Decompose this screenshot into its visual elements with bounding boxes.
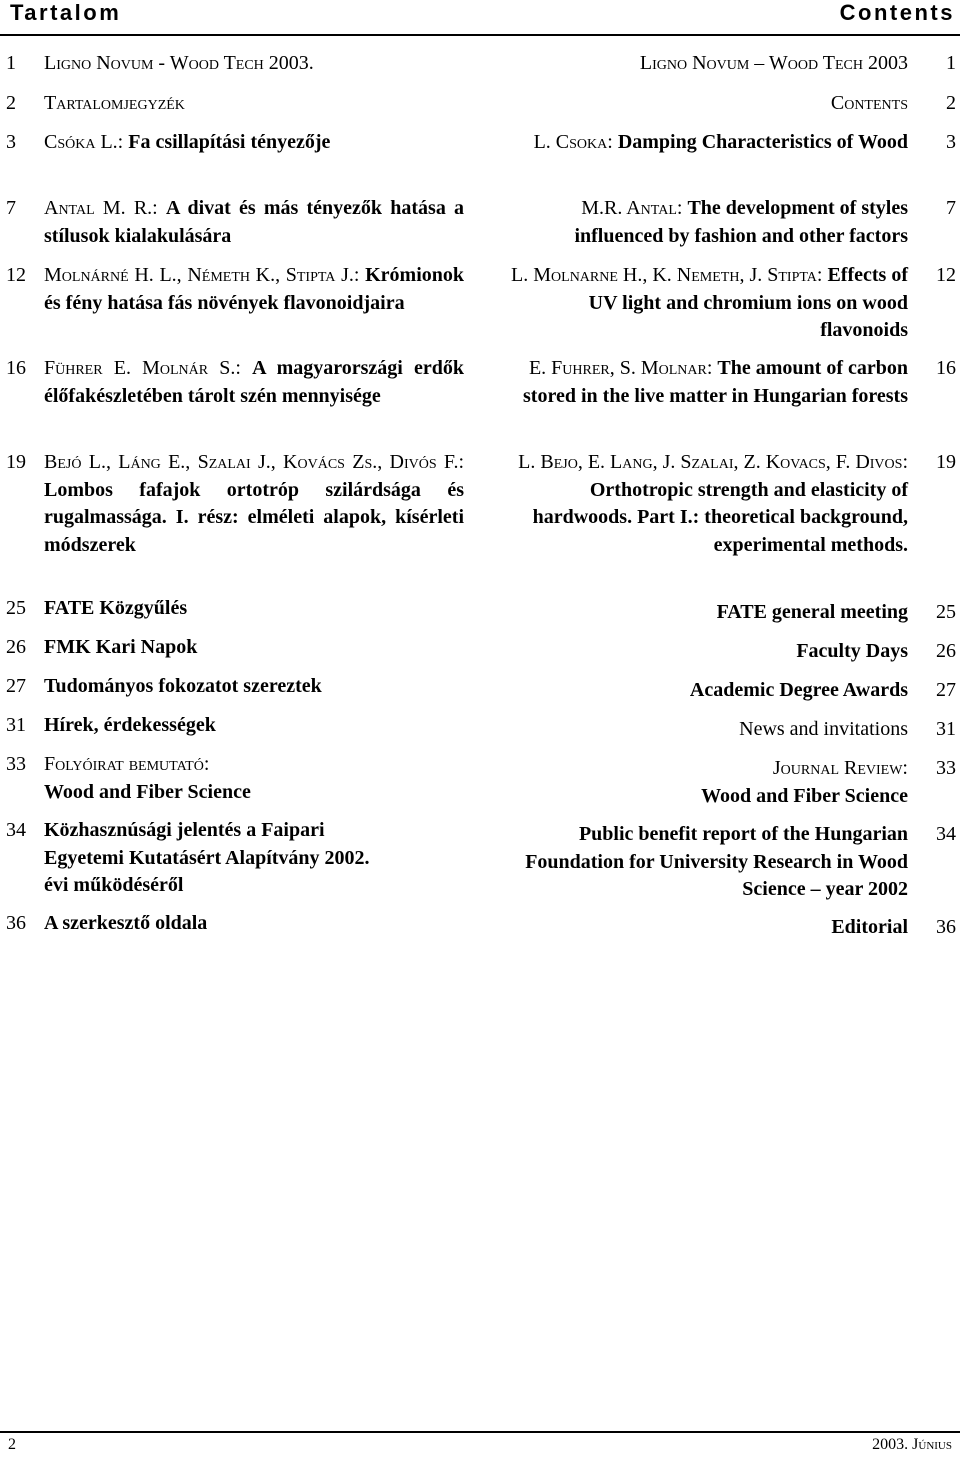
entry-en-title: FATE general meeting [716,601,908,623]
entry-en [500,821,908,904]
entry-hu-author: Molnárné H. L., Németh K., Stipta J.: [44,264,360,286]
entry-en-title: Academic Degree Awards [689,679,908,701]
entry-en [500,90,908,118]
entry-en-author: Journal Review: [772,757,908,779]
entry-hu-title: Krómionok és fény hatása fás növények flavonoidjaira [44,264,464,314]
page-number-hu: 25 [6,597,26,619]
entry-en [500,677,908,705]
entry-en [500,262,908,345]
entry-hu-title: FMK Kari Napok [44,636,198,658]
entry-en [500,914,908,942]
entry-en [500,716,908,744]
entry-hu [44,355,464,410]
entry-hu-title: Közhasznúsági jelentés a Faipari Egyetemi Kutatásért Alapítvány 2002. évi működéséről [44,819,370,896]
page-number-hu: 12 [6,264,26,286]
entry-en [500,638,908,666]
page-number-hu: 31 [6,714,26,736]
entry-hu-author: Tartalomjegyzék [44,92,185,114]
entry-en-title: Editorial [831,916,908,938]
entry-hu [44,751,344,806]
page-number-hu: 27 [6,675,26,697]
footer-page-number: 2 [8,1436,16,1453]
entry-en-author: L. Csoka: [533,131,613,153]
entry-hu-title: FATE Közgyűlés [44,597,188,619]
footer-issue: 2003. Június [872,1436,952,1453]
entry-hu [44,910,464,938]
page-number-hu: 26 [6,636,26,658]
entry-en [500,755,908,810]
entry-en-title: Wood and Fiber Science [701,784,908,807]
entry-en-author: E. Fuhrer, S. Molnar: [528,357,713,379]
entry-hu [44,90,464,118]
entry-en-title: Damping Characteristics of Wood [617,131,908,153]
entry-hu-author: Bejó L., Láng E., Szalai J., Kovács Zs., Divós F.: [44,451,464,473]
entry-hu-title: Hírek, érdekességek [44,714,216,736]
page-header [0,0,960,36]
page-number-en: 7 [946,197,956,219]
entry-hu-author: Ligno Novum - Wood Tech 2003. [44,52,314,74]
page-number-en: 19 [936,451,956,473]
page-number-hu: 19 [6,451,26,473]
entry-en [500,195,908,250]
entry-hu-title: Wood and Fiber Science [44,780,251,803]
entry-en-title: News and invitations [739,718,908,740]
entry-en-title: Orthotropic strength and elasticity of hardwoods. Part I.: theoretical background, experimental methods. [532,478,908,556]
entry-en-author: Ligno Novum – Wood Tech 2003 [639,52,908,74]
entry-hu [44,712,464,740]
entry-hu-title: A magyarországi erdők élőfakészletében tárolt szén mennyisége [44,357,465,407]
entry-hu-title: Fa csillapítási tényezője [128,131,331,153]
page-number-hu: 34 [6,819,26,841]
page-number-en: 27 [936,679,956,701]
page-number-en: 3 [946,131,956,153]
page-number-en: 2 [946,92,956,114]
title-english: Contents [839,0,955,25]
entry-hu [44,129,464,157]
entry-hu-author: Antal M. R.: [44,197,158,219]
page-number-en: 16 [936,357,956,379]
entry-hu-title: A szerkesztő oldala [44,912,208,934]
entry-hu [44,817,384,900]
entry-en-title: The amount of carbon stored in the live matter in Hungarian forests [523,357,908,407]
page-number-en: 34 [936,823,956,845]
entry-hu-author: Folyóirat bemutató: [44,753,210,775]
page-number-hu: 2 [6,92,16,114]
entry-en [500,355,908,410]
entry-hu [44,195,464,250]
entry-en-title: Public benefit report of the Hungarian Foundation for University Research in Wood Science – year 2002 [525,823,908,900]
entry-hu [44,262,464,317]
entry-hu [44,595,464,623]
entry-en [500,129,908,157]
entry-hu-author: Csóka L.: [44,131,124,153]
entry-hu [44,673,464,701]
entry-en-title: The development of styles influenced by fashion and other factors [574,197,908,247]
page-number-hu: 36 [6,912,26,934]
entry-hu-title: A divat és más tényezők hatása a stílusok kialakulására [44,197,465,247]
page-number-hu: 3 [6,131,16,153]
entry-en-author: L. Molnarne H., K. Nemeth, J. Stipta: [511,264,823,286]
page-number-en: 12 [936,264,956,286]
page-number-hu: 16 [6,357,26,379]
page-number-en: 26 [936,640,956,662]
entry-hu-title: Tudományos fokozatot szereztek [44,675,322,697]
page-number-hu: 1 [6,52,16,74]
page-number-hu: 33 [6,753,26,775]
footer-rule [0,1431,960,1433]
page-number-en: 1 [946,52,956,74]
entry-en [500,599,908,627]
entry-hu-title: Lombos fafajok ortotróp szilárdsága és rugalmassága. I. rész: elméleti alapok, kísérleti módszerek [44,478,464,556]
entry-en-title: Effects of UV light and chromium ions on wood flavonoids [588,264,908,341]
entry-hu [44,634,464,662]
page-number-hu: 7 [6,197,16,219]
entry-hu-author: Führer E. Molnár S.: [44,357,241,379]
page-number-en: 25 [936,601,956,623]
entry-en [500,449,908,559]
entry-hu [44,449,464,559]
entry-en-author: Contents [830,92,908,114]
entry-hu [44,50,464,78]
page-number-en: 31 [936,718,956,740]
entry-en [500,50,908,78]
entry-en-title: Faculty Days [796,640,908,662]
page-number-en: 33 [936,757,956,779]
title-hungarian: Tartalom [10,0,122,25]
entry-en-author: M.R. Antal: [581,197,683,219]
entry-en-author: L. Bejo, E. Lang, J. Szalai, Z. Kovacs, F. Divos: [518,451,908,473]
page-number-en: 36 [936,916,956,938]
